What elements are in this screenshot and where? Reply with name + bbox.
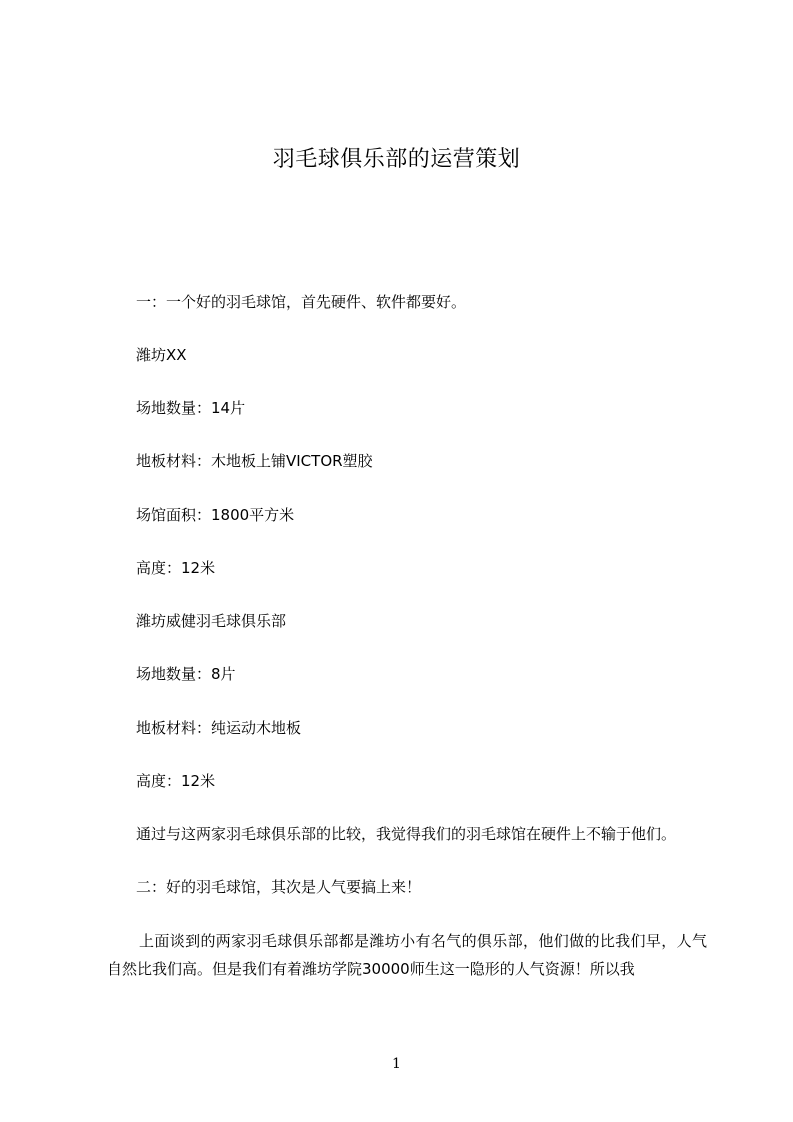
section-heading-1: 一：一个好的羽毛球馆，首先硬件、软件都要好。 [136, 293, 467, 311]
floor-material-1: 地板材料：木地板上铺VICTOR塑胶 [136, 452, 373, 470]
page-number: 1 [392, 1056, 401, 1072]
court-count-2: 场地数量：8片 [136, 665, 236, 683]
court-count-1: 场地数量：14片 [136, 399, 246, 417]
section-heading-2: 二：好的羽毛球馆，其次是人气要搞上来！ [136, 878, 422, 896]
venue-name-1: 潍坊XX [136, 346, 187, 364]
venue-name-2: 潍坊威健羽毛球俱乐部 [136, 612, 287, 630]
floor-material-2: 地板材料：纯运动木地板 [136, 719, 302, 737]
venue-area-1: 场馆面积：1800平方米 [136, 506, 295, 524]
venue-height-1: 高度：12米 [136, 559, 216, 577]
document-title: 羽毛球俱乐部的运营策划 [272, 147, 521, 172]
venue-height-2: 高度：12米 [136, 772, 216, 790]
comparison-summary: 通过与这两家羽毛球俱乐部的比较，我觉得我们的羽毛球馆在硬件上不输于他们。 [136, 825, 677, 843]
body-paragraph: 上面谈到的两家羽毛球俱乐部都是潍坊小有名气的俱乐部，他们做的比我们早，人气自然比我们高。但是我们有着潍坊学院30000师生这一隐形的人气资源！所以我 [107, 932, 707, 978]
